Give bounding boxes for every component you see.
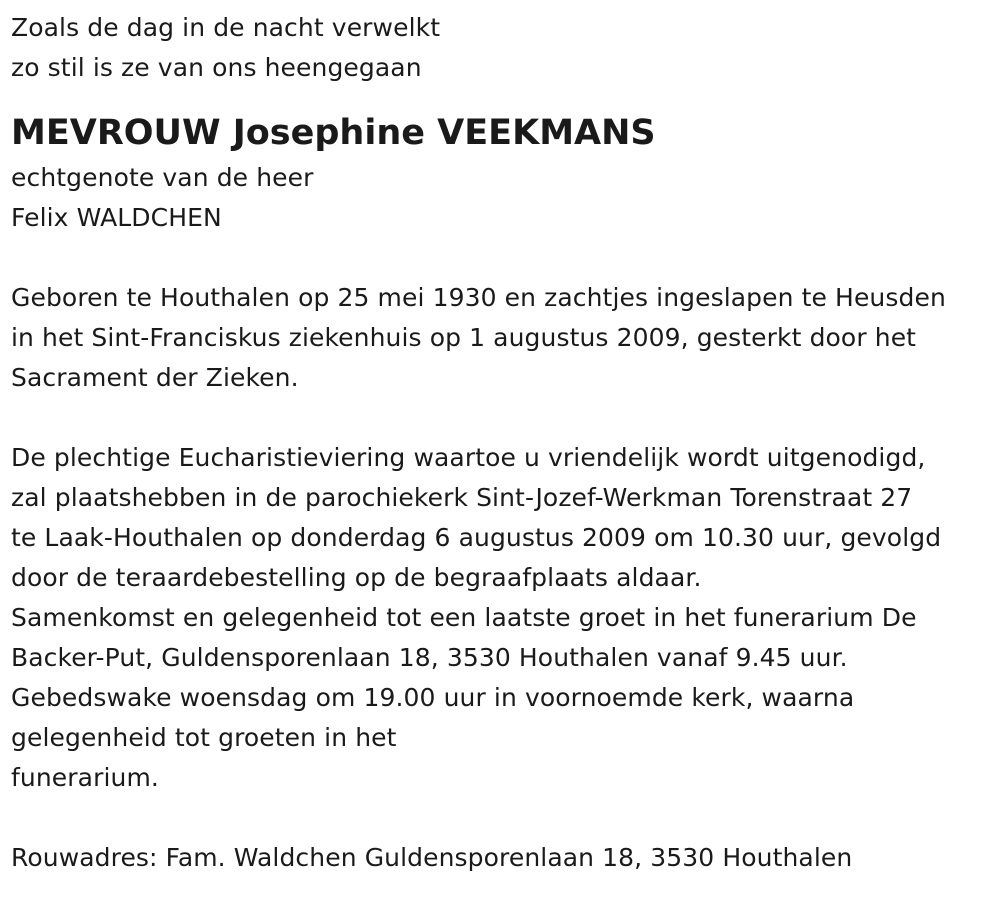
paragraph-line: gelegenheid tot groeten in het <box>11 723 397 752</box>
paragraph-gap <box>11 798 996 838</box>
paragraph-line: Geboren te Houthalen op 25 mei 1930 en zachtjes ingeslapen te Heusden <box>11 283 946 312</box>
deceased-name: MEVROUW Josephine VEEKMANS <box>11 113 656 153</box>
paragraph-line: Samenkomst en gelegenheid tot een laatste groet in het funerarium De <box>11 603 917 632</box>
obituary-document <box>11 8 996 878</box>
poem-line: zo stil is ze van ons heengegaan <box>11 53 422 82</box>
paragraph-gap <box>11 238 996 278</box>
paragraph-line: Gebedswake woensdag om 19.00 uur in voornoemde kerk, waarna <box>11 683 855 712</box>
paragraph-line: te Laak-Houthalen op donderdag 6 augustus 2009 om 10.30 uur, gevolgd <box>11 523 942 552</box>
paragraph-line: Backer-Put, Guldensporenlaan 18, 3530 Houthalen vanaf 9.45 uur. <box>11 643 848 672</box>
spouse-line: echtgenote van de heer <box>11 163 314 192</box>
paragraph-line: De plechtige Eucharistieviering waartoe u vriendelijk wordt uitgenodigd, <box>11 443 926 472</box>
spouse-line: Felix WALDCHEN <box>11 203 222 232</box>
paragraph-line: Sacrament der Zieken. <box>11 363 299 392</box>
ceremony-paragraph <box>11 438 996 798</box>
paragraph-line: door de teraardebestelling op de begraafplaats aldaar. <box>11 563 702 592</box>
birth-death-paragraph <box>11 278 996 398</box>
paragraph-line: funerarium. <box>11 763 159 792</box>
paragraph-gap <box>11 398 996 438</box>
paragraph-line: zal plaatshebben in de parochiekerk Sint-Jozef-Werkman Torenstraat 27 <box>11 483 913 512</box>
paragraph-line: in het Sint-Franciskus ziekenhuis op 1 augustus 2009, gesterkt door het <box>11 323 917 352</box>
spouse-info <box>11 158 996 238</box>
mourning-address: Rouwadres: Fam. Waldchen Guldensporenlaan 18, 3530 Houthalen <box>11 843 853 872</box>
poem-line: Zoals de dag in de nacht verwelkt <box>11 13 441 42</box>
poem-verse <box>11 8 996 88</box>
